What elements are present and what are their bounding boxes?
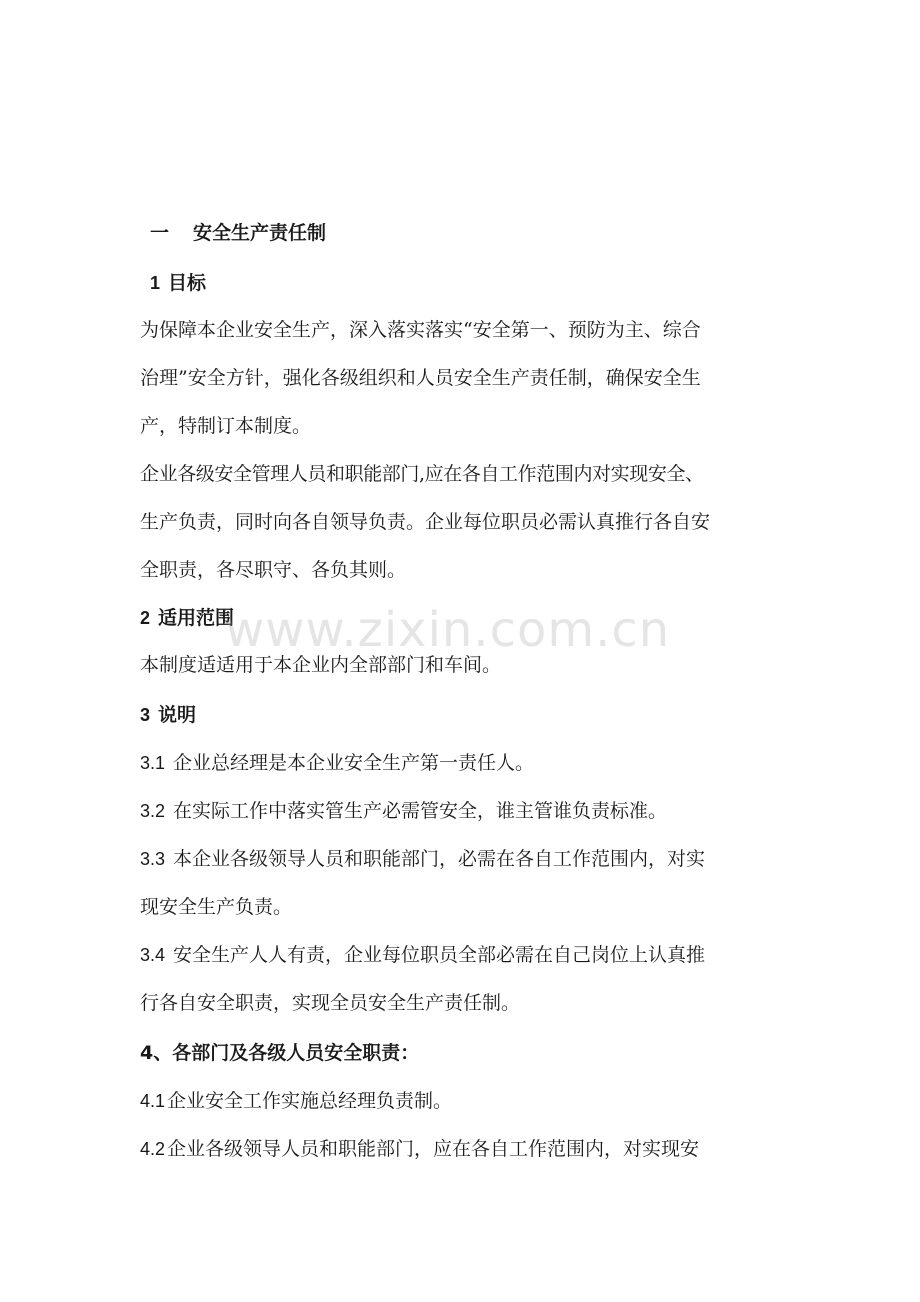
item-number: 3.4 [140,945,166,965]
section-heading-3 [140,703,196,727]
paragraph-line: 生产负责，同时向各自领导负责。企业每位职员必需认真推行各自安 [140,511,711,533]
section-heading-4: 4、各部门及各级人员安全职责： [140,1042,420,1064]
list-item-3-4 [140,943,705,967]
paragraph-line: 现安全生产负责。 [140,896,293,918]
section-number: 1 [150,273,161,293]
list-item-3-1 [140,751,534,775]
item-number: 4.1 [140,1091,166,1111]
watermark: www.zixin.com.cn [225,602,671,658]
section-number: 2 [140,608,151,628]
item-text: 企业各级领导人员和职能部门，应在各自工作范围内，对实现安 [167,1138,700,1160]
item-number: 3.3 [140,849,166,869]
paragraph-line: 全职责，各尽职守、各负其则。 [140,559,407,581]
list-item-3-2 [140,799,667,823]
section-title: 说明 [158,704,197,726]
section-number: 3 [140,705,151,725]
paragraph-line: 本制度适适用于本企业内全部部门和车间。 [140,654,502,676]
document-title [150,221,326,245]
section-heading-2 [140,606,234,630]
item-number: 4.2 [140,1139,166,1159]
paragraph-line: 企业各级安全管理人员和职能部门,应在各自工作范围内对实现安全、 [140,463,704,485]
list-item-3-3 [140,847,705,871]
title-number: 一 [150,222,170,244]
paragraph-line: 产，特制订本制度。 [140,415,312,437]
item-text: 企业总经理是本企业安全生产第一责任人。 [173,752,535,774]
item-text: 企业安全工作实施总经理负责制。 [167,1090,453,1112]
item-number: 3.2 [140,801,166,821]
item-text: 本企业各级领导人员和职能部门，必需在各自工作范围内，对实 [173,848,706,870]
item-text: 安全生产人人有责，企业每位职员全部必需在自己岗位上认真推 [173,944,706,966]
item-text: 在实际工作中落实管生产必需管安全，谁主管谁负责标准。 [173,800,668,822]
title-text: 安全生产责任制 [193,222,327,244]
section-title: 目标 [168,272,207,294]
item-number: 3.1 [140,753,166,773]
paragraph-line: 为保障本企业安全生产，深入落实落实“安全第一、预防为主、综合 [140,319,701,341]
section-heading-1 [150,271,206,295]
list-item-4-2 [140,1137,699,1161]
paragraph-line: 行各自安全职责，实现全员安全生产责任制。 [140,992,521,1014]
list-item-4-1 [140,1089,452,1113]
section-title: 适用范围 [158,607,235,629]
paragraph-line: 治理”安全方针，强化各级组织和人员安全生产责任制，确保安全生 [140,367,701,389]
